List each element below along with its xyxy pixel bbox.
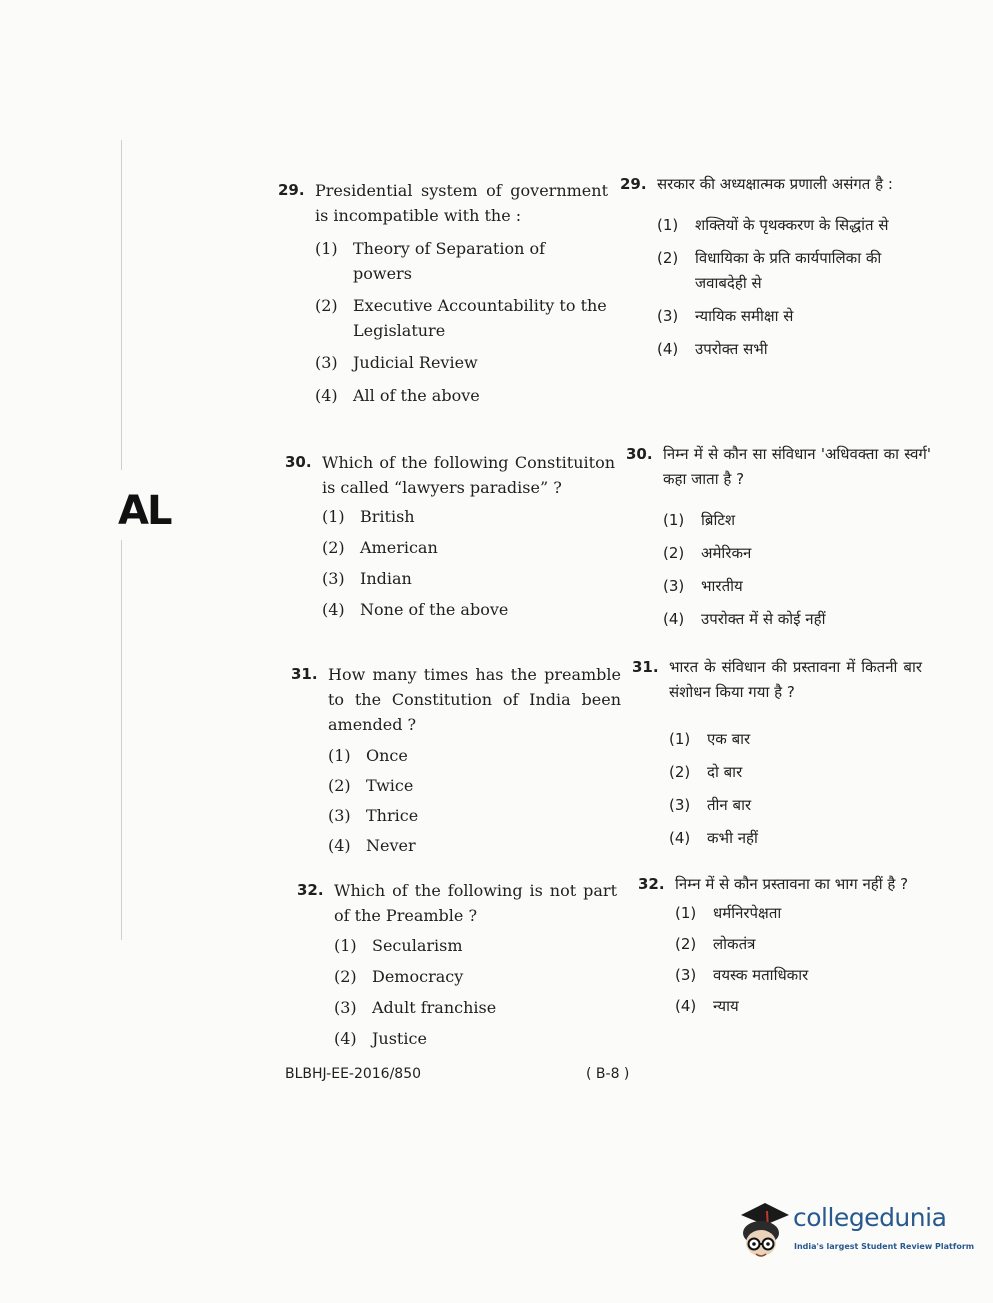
question-number: 32. <box>638 875 665 893</box>
option: (3) Adult franchise <box>334 998 497 1017</box>
question-number: 29. <box>278 181 305 199</box>
question-31-hi <box>632 655 922 851</box>
page-number: ( B-8 ) <box>586 1066 630 1082</box>
question-text: Which of the following is not part of the Preamble ? <box>334 881 617 925</box>
option: (3) भारतीय <box>663 577 743 595</box>
question-text: Which of the following Constituiton is called “lawyers paradise” ? <box>322 453 615 497</box>
option: (2) American <box>322 538 438 557</box>
option: (1) एक बार <box>669 730 751 748</box>
question-number: 30. <box>626 445 653 463</box>
question-number: 32. <box>297 881 324 899</box>
edge-mark: AL <box>118 488 171 534</box>
paper-code: BLBHJ-EE-2016/850 <box>285 1066 422 1082</box>
question-number: 29. <box>620 175 647 193</box>
question-32-hi <box>638 872 923 1019</box>
option: (1) धर्मनिरपेक्षता <box>675 904 782 922</box>
question-text: Presidential system of government is incompatible with the : <box>315 181 608 225</box>
option: (4) Never <box>328 836 416 855</box>
option: (1) शक्तियों के पृथक्करण के सिद्धांत से <box>657 216 889 234</box>
question-29-hi <box>620 172 925 362</box>
mascot-icon <box>735 1197 793 1269</box>
option: (4) Justice <box>334 1029 427 1048</box>
option: (2) Twice <box>328 776 414 795</box>
option: (4) न्याय <box>675 997 739 1015</box>
logo-name: collegedunia <box>793 1203 947 1232</box>
question-text: निम्न में से कौन प्रस्तावना का भाग नहीं है ? <box>675 875 909 893</box>
option: (4) उपरोक्त सभी <box>657 340 768 358</box>
option: (1) British <box>322 507 415 526</box>
question-number: 31. <box>291 665 318 683</box>
page-edge-line <box>121 140 122 470</box>
option: (3) न्यायिक समीक्षा से <box>657 307 794 325</box>
question-text: How many times has the preamble to the Constitution of India been amended ? <box>328 665 621 734</box>
question-29-en <box>278 178 608 408</box>
option: (4) उपरोक्त में से कोई नहीं <box>663 610 826 628</box>
option: (3) Indian <box>322 569 412 588</box>
option: (3) Judicial Review <box>315 353 478 372</box>
option: (1) ब्रिटिश <box>663 511 736 529</box>
question-30-en <box>285 450 615 622</box>
option: (2) अमेरिकन <box>663 544 752 562</box>
page-edge-line <box>121 540 122 940</box>
logo-tagline: India's largest Student Review Platform <box>794 1242 975 1251</box>
option: (3) तीन बार <box>669 796 752 814</box>
option: (1) Once <box>328 746 408 765</box>
option: (1) Secularism <box>334 936 463 955</box>
option: (4) All of the above <box>315 386 480 405</box>
question-32-en <box>297 878 617 1051</box>
option: (2) लोकतंत्र <box>675 935 756 953</box>
option: (2) दो बार <box>669 763 743 781</box>
option: (3) Thrice <box>328 806 419 825</box>
option: (4) None of the above <box>322 600 509 619</box>
option: (3) वयस्क मताधिकार <box>675 966 809 984</box>
question-31-en <box>291 662 621 858</box>
option: (4) कभी नहीं <box>669 829 758 847</box>
question-30-hi <box>626 442 931 632</box>
question-text: सरकार की अध्यक्षात्मक प्रणाली असंगत है : <box>657 175 893 193</box>
option: (2) Democracy <box>334 967 464 986</box>
collegedunia-logo <box>735 1197 975 1269</box>
option: (2) Executive Accountability to the Legislature <box>315 296 607 340</box>
question-number: 30. <box>285 453 312 471</box>
option: (2) विधायिका के प्रति कार्यपालिका की जवाबदेही से <box>657 249 882 292</box>
option: (1) Theory of Separation of powers <box>315 239 546 283</box>
question-number: 31. <box>632 658 659 676</box>
question-text: निम्न में से कौन सा संविधान 'अधिवक्ता का स्वर्ग' कहा जाता है ? <box>663 445 931 488</box>
question-text: भारत के संविधान की प्रस्तावना में कितनी बार संशोधन किया गया है ? <box>669 658 922 701</box>
